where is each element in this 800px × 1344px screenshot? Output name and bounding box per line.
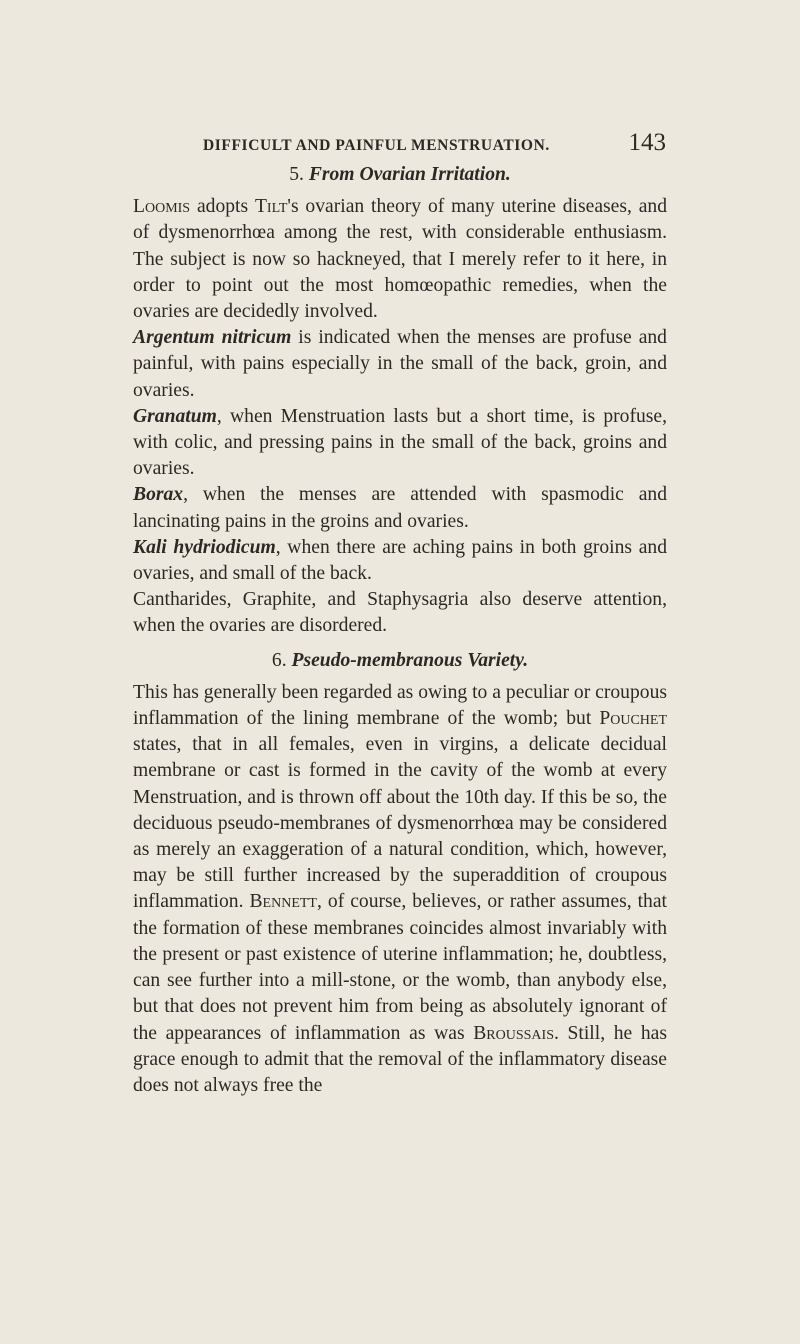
page-body xyxy=(133,162,667,1099)
paragraph-text: , of course, believes, or rather assumes, that the formation of these membranes coincides almost invariably with the present or past existence of uterine inflammation; he, doubtless, can see further into a mill-stone, or the womb, than anybody else, but that does not prevent him from being as absolutely ignorant of the appearances of inflammation as was xyxy=(133,891,667,1044)
paragraph-text: This has generally been regarded as owing to a peculiar or croupous inflammation of the lining membrane of the womb; but xyxy=(133,681,667,730)
paragraph-pseudo-membranous xyxy=(133,680,667,1099)
paragraph-borax xyxy=(133,482,667,534)
section-title: From Ovarian Irritation. xyxy=(308,164,511,185)
paragraph-granatum xyxy=(133,404,667,483)
remedy-name: Argentum nitricum xyxy=(133,327,292,349)
section-5-heading xyxy=(133,162,667,188)
section-6-heading xyxy=(133,648,667,674)
paragraph-kali xyxy=(133,535,667,587)
paragraph-text: . Still, he has grace enough to admit that the removal of the inflammatory disease does not always free the xyxy=(133,1022,668,1096)
paragraph-text: states, that in all females, even in virgins, a delicate decidual membrane or cast is formed in the cavity of the womb at every Menstruation, and is thrown off about the 10th day. If this be so, the deciduous pseudo-membranes of dysmenorrhœa may be considered as merely an exaggeration of a natural condition, which, however, may be still further increased by the superaddition of croupous inflammation. xyxy=(133,734,667,913)
section-number: 6. xyxy=(271,649,287,671)
remedy-name: Kali hydriodicum xyxy=(133,536,276,558)
paragraph-loomis xyxy=(133,194,667,325)
paragraph-text: , when there are aching pains in both groins and ovaries, and small of the back. xyxy=(133,536,667,585)
section-title: Pseudo-membranous Variety. xyxy=(291,649,529,671)
remedy-name: Borax xyxy=(133,484,184,506)
page-number: 143 xyxy=(628,129,666,156)
paragraph-cantharides: Cantharides, Graphite, and Staphysagria also deserve attention, when the ovaries are disordered. xyxy=(133,589,667,637)
author-name: Pouchet xyxy=(599,708,667,730)
author-name: Broussais xyxy=(473,1022,554,1044)
running-title: DIFFICULT AND PAINFUL MENSTRUATION. xyxy=(203,137,550,154)
paragraph-text: , when Menstruation lasts but a short time, is profuse, with colic, and pressing pains in the small of the back, groins and ovaries. xyxy=(133,405,667,480)
remedy-name: Granatum xyxy=(133,405,217,427)
paragraph-text: adopts xyxy=(190,196,255,218)
author-name: Loomis xyxy=(133,196,191,218)
page-header xyxy=(203,129,666,157)
author-name: Bennett xyxy=(249,891,317,913)
paragraph-text: 's ovarian theory of many uterine diseases, and of dysmenorrhœa among the rest, with considerable enthusiasm. The subject is now so hackneyed, that I merely refer to it here, in order to point out the most homœopathic remedies, when the ovaries are decidedly involved. xyxy=(133,196,668,323)
section-number: 5. xyxy=(289,164,304,185)
paragraph-argentum xyxy=(133,325,667,404)
author-name: Tilt xyxy=(254,196,288,218)
paragraph-text: , when the menses are attended with spasmodic and lancinating pains in the groins and ovaries. xyxy=(133,484,667,532)
paragraph-text: is indicated when the menses are profuse and painful, with pains especially in the small of the back, groin, and ovaries. xyxy=(133,327,667,401)
